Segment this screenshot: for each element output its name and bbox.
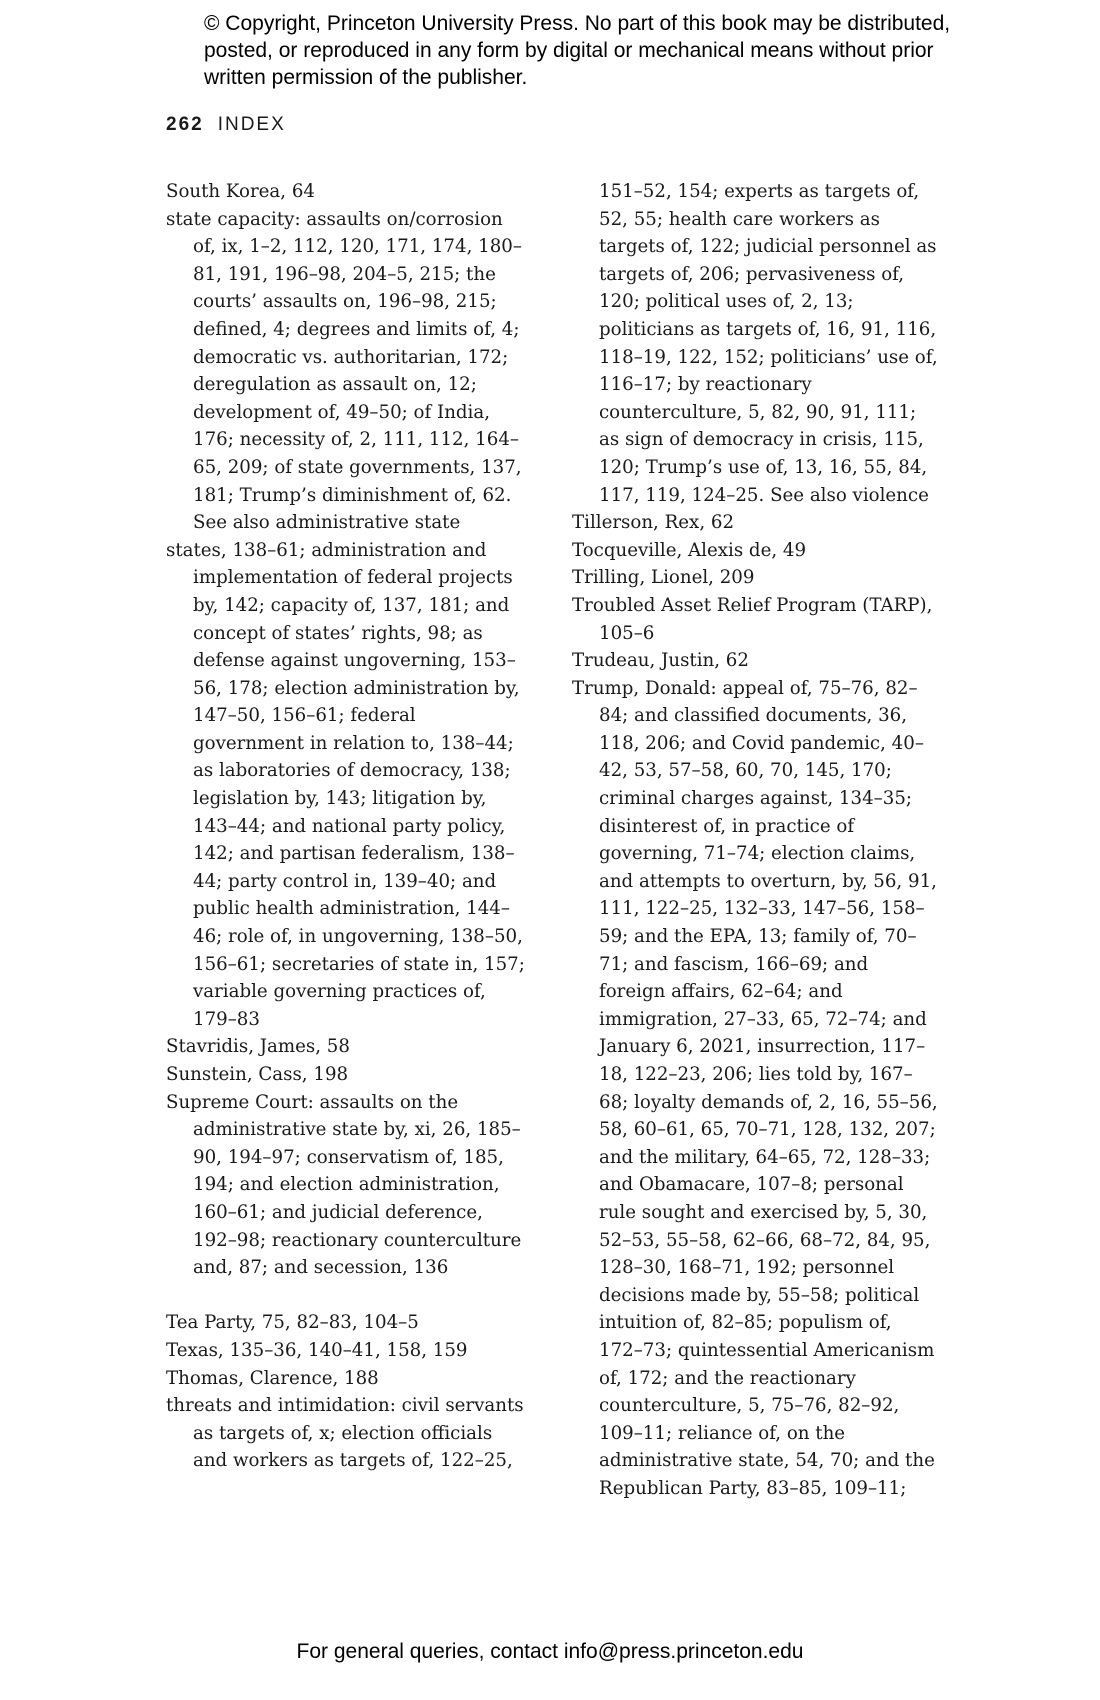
index-entry-continued: 151–52, 154; experts as targets of, 52, 55; health care workers as targets of, 122; judicial personnel as targets of, 206; pervasiveness of, 120; political uses of, 2, 13; politicians as targets of, 16, 91, 116, 118–19, 122, 152; politicians’ use of, 116–17; by reactionary counterculture, 5, 82, 90, 91, 111; as sign of democracy in crisis, 115, 120; Trump’s use of, 13, 16, 55, 84, 117, 119, 124–25. See also violence: [599, 181, 938, 506]
index-entry: Tillerson, Rex, 62: [572, 512, 735, 534]
running-head: [166, 114, 286, 136]
footer-contact: For general queries, contact info@press.princeton.edu: [296, 1640, 804, 1663]
index-entry: Supreme Court: assaults on the administrative state by, xi, 26, 185–90, 194–97; conservatism of, 185, 194; and election administration, 160–61; and judicial deference, 192–98; reactionary counterculture and, 87; and secession, 136: [166, 1091, 522, 1279]
index-entry: Trudeau, Justin, 62: [572, 650, 749, 672]
page-number: 262: [166, 114, 204, 135]
index-entry: threats and intimidation: civil servants as targets of, x; election officials and workers as targets of, 122–25,: [166, 1395, 524, 1472]
index-entry: South Korea, 64: [166, 181, 315, 202]
index-entry: Trump, Donald: appeal of, 75–76, 82–84; and classified documents, 36, 118, 206; and Covid pandemic, 40–42, 53, 57–58, 60, 70, 145, 170; criminal charges against, 134–35; disinterest of, in practice of governing, 71–74; election claims, and attempts to overturn, by, 56, 91, 111, 122–25, 132–33, 147–56, 158–59; and the EPA, 13; family of, 70–71; and fascism, 166–69; and foreign affairs, 62–64; and immigration, 27–33, 65, 72–74; and January 6, 2021, insurrection, 117–18, 122–23, 206; lies told by, 167–68; loyalty demands of, 2, 16, 55–56, 58, 60–61, 65, 70–71, 128, 132, 207; and the military, 64–65, 72, 128–33; and Obamacare, 107–8; personal rule sought and exercised by, 5, 30, 52–53, 55–58, 62–66, 68–72, 84, 95, 128–30, 168–71, 192; personnel decisions made by, 55–58; political intuition of, 82–85; populism of, 172–73; quintessential Americanism of, 172; and the reactionary counterculture, 5, 75–76, 82–92, 109–11; reliance of, on the administrative state, 54, 70; and the Republican Party, 83–85, 109–11;: [572, 677, 938, 1499]
index-entry: state capacity: assaults on/corrosion of, ix, 1–2, 112, 120, 171, 174, 180–81, 191, 196–98, 204–5, 215; the courts’ assaults on, 196–98, 215; defined, 4; degrees and limits of, 4; democratic vs. authoritarian, 172; deregulation as assault on, 12; development of, 49–50; of India, 176; necessity of, 2, 111, 112, 164–65, 209; of state governments, 137, 181; Trump’s diminishment of, 62. See also administrative state: [166, 208, 522, 534]
index-column-left: [166, 178, 526, 1475]
index-entry: Stavridis, James, 58: [166, 1036, 350, 1058]
index-entry: Thomas, Clarence, 188: [166, 1367, 379, 1389]
index-entry: states, 138–61; administration and implementation of federal projects by, 142; capacity of, 137, 181; and concept of states’ rights, 98; as defense against ungoverning, 153–56, 178; election administration by, 147–50, 156–61; federal government in relation to, 138–44; as laboratories of democracy, 138; legislation by, 143; litigation by, 143–44; and national party policy, 142; and partisan federalism, 138–44; party control in, 139–40; and public health administration, 144–46; role of, in ungoverning, 138–50, 156–61; secretaries of state in, 157; variable governing practices of, 179–83: [166, 539, 525, 1030]
index-entry: Sunstein, Cass, 198: [166, 1064, 349, 1085]
index-entry: Tea Party, 75, 82–83, 104–5: [166, 1312, 419, 1334]
index-entry: Troubled Asset Relief Program (TARP), 105–6: [572, 594, 933, 644]
index-entry: Texas, 135–36, 140–41, 158, 159: [166, 1339, 468, 1361]
section-title: INDEX: [217, 114, 286, 135]
index-entry: Tocqueville, Alexis de, 49: [572, 539, 807, 561]
copyright-notice: © Copyright, Princeton University Press. No part of this book may be distributed, posted, or reproduced in any form by digital or mechanical means without prior written permission of the publisher.: [204, 12, 951, 89]
index-column-right: [572, 178, 940, 1503]
index-entry: Trilling, Lionel, 209: [572, 567, 755, 589]
